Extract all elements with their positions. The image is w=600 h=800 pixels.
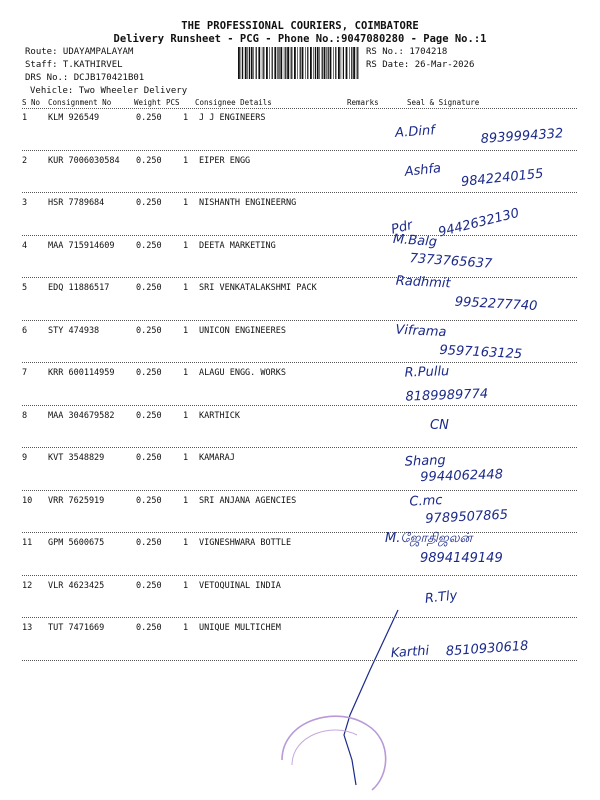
row-pcs: 1 xyxy=(183,368,189,378)
barcode-bar xyxy=(251,47,253,79)
row-consignee: EIPER ENGG xyxy=(199,155,251,166)
barcode-bar xyxy=(300,47,301,79)
row-consignment-no: TUT 7471669 xyxy=(48,623,105,633)
row-sno: 2 xyxy=(22,155,28,166)
signature-name: R.Tly xyxy=(424,587,459,607)
row-sno: 1 xyxy=(22,113,28,123)
row-sno: 12 xyxy=(22,580,33,591)
barcode-bar xyxy=(241,47,242,79)
barcode-bar xyxy=(326,47,327,79)
row-pcs: 1 xyxy=(183,453,189,463)
row-pcs: 1 xyxy=(183,198,189,208)
barcode-bar xyxy=(274,47,276,79)
barcode-bar xyxy=(266,47,268,79)
barcode-bar xyxy=(263,47,264,79)
row-weight: 0.250 xyxy=(136,410,162,421)
barcode-bar xyxy=(277,47,278,79)
drs-number: DRS No.: DCJB170421B01 xyxy=(25,73,145,83)
row-pcs: 1 xyxy=(183,538,189,548)
col-header-remarks: Remarks xyxy=(347,98,379,107)
barcode-bar xyxy=(307,47,308,79)
row-pcs: 1 xyxy=(183,495,189,506)
row-consignee: DEETA MARKETING xyxy=(199,240,276,251)
row-consignee: NISHANTH ENGINEERNG xyxy=(199,198,297,208)
barcode-bar xyxy=(302,47,304,79)
row-sno: 10 xyxy=(22,495,33,506)
barcode-bar xyxy=(305,47,306,79)
barcode-bar xyxy=(291,47,292,79)
row-weight: 0.250 xyxy=(136,198,162,208)
barcode-bar xyxy=(322,47,323,79)
row-weight: 0.250 xyxy=(136,538,162,548)
col-header-sno: S No xyxy=(22,98,41,107)
row-consignee: VETOQUINAL INDIA xyxy=(199,580,281,591)
row-consignment-no: KLM 926549 xyxy=(48,113,100,123)
row-pcs: 1 xyxy=(183,325,189,336)
row-sno: 13 xyxy=(22,623,33,633)
row-consignee: ALAGU ENGG. WORKS xyxy=(199,368,286,378)
row-pcs: 1 xyxy=(183,155,189,166)
row-sno: 7 xyxy=(22,368,28,378)
signature-name: R.Pullu xyxy=(404,364,450,381)
row-sno: 6 xyxy=(22,325,28,336)
row-sno: 11 xyxy=(22,538,33,548)
barcode-bar xyxy=(290,47,291,79)
barcode-bar xyxy=(238,47,240,79)
barcode-bar xyxy=(335,47,336,79)
row-consignment-no: VRR 7625919 xyxy=(48,495,105,506)
signature-phone: 7373765637 xyxy=(409,250,493,272)
barcode-bar xyxy=(284,47,285,79)
row-sno: 9 xyxy=(22,453,28,463)
signature-name: Shang xyxy=(404,453,446,470)
barcode-bar xyxy=(324,47,326,79)
col-header-consignee: Consignee Details xyxy=(195,98,272,107)
signature-phone: 9952277740 xyxy=(454,294,538,315)
rs-date: RS Date: 26-Mar-2026 xyxy=(366,60,475,70)
barcode-bar xyxy=(287,47,289,79)
col-header-seal-signature: Seal & Signature xyxy=(407,98,480,107)
row-weight: 0.250 xyxy=(136,623,162,633)
staff-label: Staff: T.KATHIRVEL xyxy=(25,60,123,70)
row-consignment-no: KUR 7006030584 xyxy=(48,155,120,166)
row-pcs: 1 xyxy=(183,580,189,591)
runsheet-subtitle: Delivery Runsheet - PCG - Phone No.:9047080280 - Page No.:1 xyxy=(113,33,487,45)
row-consignment-no: KRR 600114959 xyxy=(48,368,115,378)
signature-phone: 9442632130 xyxy=(436,205,521,241)
barcode-bar xyxy=(253,47,254,79)
route-label: Route: UDAYAMPALAYAM xyxy=(25,47,134,57)
row-consignment-no: KVT 3548829 xyxy=(48,453,105,463)
signature-name: A.Dinf xyxy=(394,123,436,141)
barcode-bar xyxy=(247,47,248,79)
signature-handwritten xyxy=(380,613,580,663)
signature-phone: 8510930618 xyxy=(445,638,529,660)
row-divider xyxy=(22,660,577,661)
barcode-bar xyxy=(319,47,320,79)
signature-phone: 9597163125 xyxy=(439,342,523,362)
barcode-bar xyxy=(272,47,273,79)
barcode-bar xyxy=(294,47,296,79)
barcode-bar xyxy=(262,47,263,79)
barcode-bar xyxy=(310,47,312,79)
row-weight: 0.250 xyxy=(136,240,162,251)
barcode-bar xyxy=(338,47,340,79)
row-pcs: 1 xyxy=(183,113,189,123)
row-consignee: UNICON ENGINEERES xyxy=(199,325,286,336)
barcode-bar xyxy=(330,47,332,79)
row-pcs: 1 xyxy=(183,410,189,421)
barcode-bar xyxy=(256,47,257,79)
rs-number: RS No.: 1704218 xyxy=(366,47,448,57)
barcode-bar xyxy=(346,47,348,79)
row-consignment-no: GPM 5600675 xyxy=(48,538,105,548)
row-sno: 5 xyxy=(22,283,28,293)
signature-name: M.Balg xyxy=(392,231,438,250)
row-consignment-no: MAA 304679582 xyxy=(48,410,115,421)
row-consignment-no: HSR 7789684 xyxy=(48,198,105,208)
barcode-bar xyxy=(313,47,314,79)
barcode-bar xyxy=(269,47,270,79)
vehicle-label: Vehicle: Two Wheeler Delivery xyxy=(30,86,188,96)
signature-name: Pdr xyxy=(389,217,415,238)
signature-phone: 9789507865 xyxy=(424,507,509,527)
barcode-bar xyxy=(351,47,352,79)
signature-name: CN xyxy=(430,417,449,433)
row-consignment-no: VLR 4623425 xyxy=(48,580,105,591)
row-weight: 0.250 xyxy=(136,155,162,166)
row-weight: 0.250 xyxy=(136,368,162,378)
barcode-bar xyxy=(242,47,243,79)
row-weight: 0.250 xyxy=(136,453,162,463)
signature-name: Ashfa xyxy=(403,160,442,180)
barcode-bar xyxy=(328,47,329,79)
row-consignment-no: EDQ 11886517 xyxy=(48,283,110,293)
row-weight: 0.250 xyxy=(136,495,162,506)
barcode-bar xyxy=(258,47,260,79)
signature-name: Karthi xyxy=(390,643,430,662)
signature-name: Viframa xyxy=(395,322,447,340)
barcode-bar xyxy=(245,47,247,79)
row-consignee: UNIQUE MULTICHEM xyxy=(199,623,281,633)
barcode-bar xyxy=(353,47,355,79)
row-consignee: VIGNESHWARA BOTTLE xyxy=(199,538,292,548)
row-sno: 8 xyxy=(22,410,28,421)
barcode-bar xyxy=(297,47,298,79)
col-header-weight: Weight xyxy=(134,98,162,107)
barcode-bar xyxy=(333,47,334,79)
signature-phone: 8189989774 xyxy=(405,386,489,405)
row-weight: 0.250 xyxy=(136,580,162,591)
row-consignee: J J ENGINEERS xyxy=(199,113,266,123)
barcode-bar xyxy=(280,47,282,79)
row-weight: 0.250 xyxy=(136,283,162,293)
row-weight: 0.250 xyxy=(136,325,162,336)
barcode-bar xyxy=(357,47,358,79)
signature-phone: 9894149149 xyxy=(420,551,503,566)
signature-name: Radhmit xyxy=(395,273,451,292)
signature-name: M.ஜோதிஜலன் xyxy=(385,531,473,546)
barcode-bar xyxy=(317,47,319,79)
signature-phone: 9842240155 xyxy=(460,165,545,190)
row-consignment-no: MAA 715914609 xyxy=(48,240,115,251)
row-consignee: KAMARAJ xyxy=(199,453,235,463)
barcode-image xyxy=(238,47,362,79)
row-pcs: 1 xyxy=(183,623,189,633)
row-sno: 4 xyxy=(22,240,28,251)
row-pcs: 1 xyxy=(183,283,189,293)
courier-stamp xyxy=(262,690,412,800)
barcode-bar xyxy=(315,47,316,79)
row-consignee: SRI VENKATALAKSHMI PACK xyxy=(199,283,317,293)
col-header-consignment: Consignment No xyxy=(48,98,112,107)
row-pcs: 1 xyxy=(183,240,189,251)
barcode-bar xyxy=(356,47,357,79)
barcode-bar xyxy=(285,47,286,79)
barcode-bar xyxy=(341,47,342,79)
row-sno: 3 xyxy=(22,198,28,208)
company-title: THE PROFESSIONAL COURIERS, COIMBATORE xyxy=(181,20,419,32)
barcode-bar xyxy=(343,47,344,79)
row-consignee: KARTHICK xyxy=(199,410,240,421)
barcode-bar xyxy=(349,47,350,79)
row-consignment-no: STY 474938 xyxy=(48,325,100,336)
signature-name: C.mc xyxy=(409,492,443,510)
barcode-bar xyxy=(278,47,279,79)
col-header-pcs: PCS xyxy=(166,98,180,107)
row-consignee: SRI ANJANA AGENCIES xyxy=(199,495,297,506)
row-weight: 0.250 xyxy=(136,113,162,123)
signature-phone: 9944062448 xyxy=(420,467,504,486)
signature-phone: 8939994332 xyxy=(480,126,564,147)
barcode-bar xyxy=(249,47,250,79)
